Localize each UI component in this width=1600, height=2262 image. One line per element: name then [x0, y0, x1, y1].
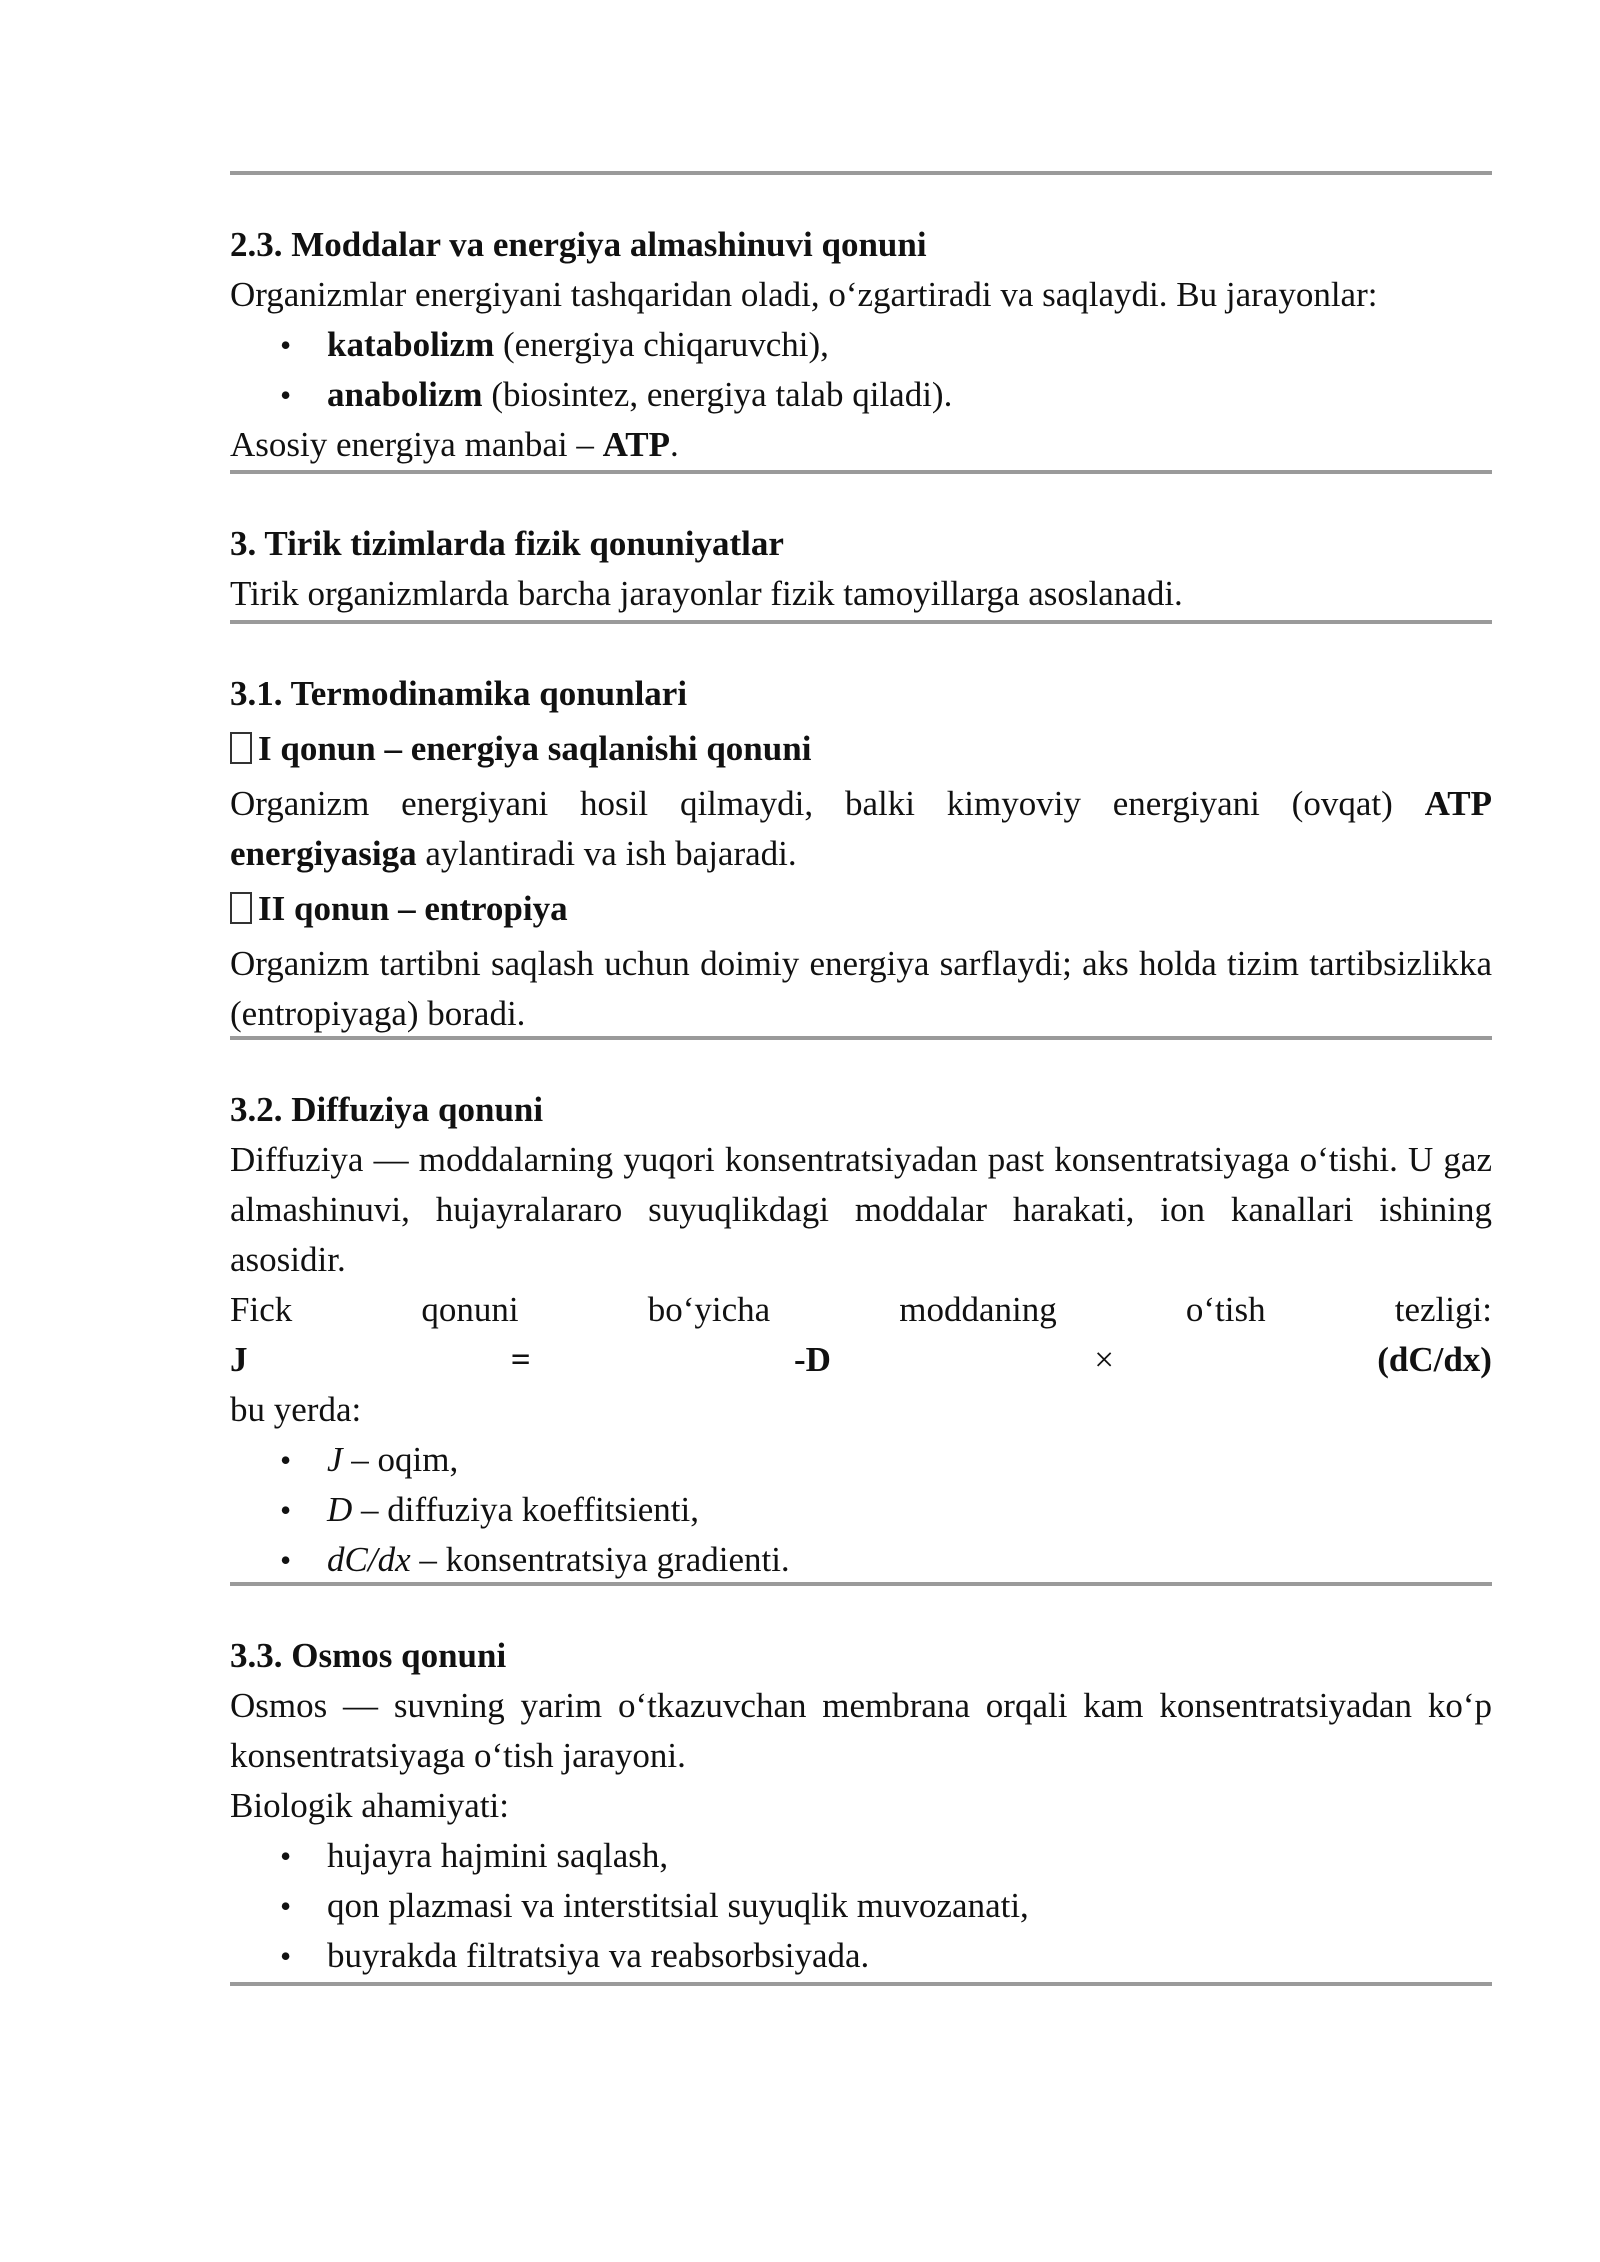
- term: anabolizm: [327, 375, 483, 414]
- bullet-list: [230, 1435, 1492, 1585]
- bullet-icon: •: [280, 1442, 292, 1478]
- symbol-desc: – konsentratsiya gradienti.: [410, 1540, 790, 1579]
- list-item: [230, 370, 1492, 420]
- formula-line: [230, 1335, 1492, 1385]
- fick-line: [230, 1285, 1492, 1335]
- horizontal-rule: [230, 171, 1492, 175]
- list-item: [230, 1881, 1492, 1931]
- symbol: dC/dx: [327, 1540, 411, 1579]
- list-item-text: buyrakda filtratsiya va reabsorbsiyada.: [327, 1936, 870, 1975]
- list-item-text: hujayra hajmini saqlash,: [327, 1836, 669, 1875]
- missing-glyph-icon: [230, 732, 252, 764]
- bullet-list: [230, 320, 1492, 420]
- bullet-icon: •: [280, 1542, 292, 1578]
- text-run: aylantiradi va ish bajaradi.: [416, 834, 797, 873]
- horizontal-rule: [230, 470, 1492, 474]
- subheading: [230, 724, 1492, 774]
- word: tezligi:: [1394, 1290, 1492, 1329]
- text-run: Organizm energiyani hosil qilmaydi, balki kimyoviy energiyani (ovqat): [230, 784, 1425, 823]
- paragraph: Organizm tartibni saqlash uchun doimiy energiya sarflaydi; aks holda tizim tartibsizlikka (entropiyaga) boradi.: [230, 944, 1492, 1033]
- paragraph: bu yerda:: [230, 1390, 362, 1429]
- symbol-desc: – oqim,: [342, 1440, 459, 1479]
- list-item: [230, 1485, 1492, 1535]
- section-heading: 3. Tirik tizimlarda fizik qonuniyatlar: [230, 524, 784, 563]
- list-item: [230, 320, 1492, 370]
- bullet-icon: •: [280, 1838, 292, 1874]
- section-3-3: [230, 1631, 1492, 1981]
- bullet-icon: •: [280, 1492, 292, 1528]
- text-run: .: [670, 425, 679, 464]
- word: moddaning: [899, 1290, 1057, 1329]
- symbol: D: [327, 1490, 353, 1529]
- section-heading: 3.1. Termodinamika qonunlari: [230, 674, 688, 713]
- bullet-icon: •: [280, 327, 292, 363]
- section-heading: 3.2. Diffuziya qonuni: [230, 1090, 544, 1129]
- paragraph: [230, 779, 1492, 879]
- paragraph: [230, 420, 1492, 470]
- bold-term: ATP energiyasiga: [230, 784, 1492, 873]
- section-3-1: [230, 669, 1492, 1039]
- missing-glyph-icon: [230, 892, 252, 924]
- term: katabolizm: [327, 325, 495, 364]
- formula-symbol: J: [230, 1340, 248, 1379]
- section-3: [230, 519, 1492, 619]
- section-heading: 3.3. Osmos qonuni: [230, 1636, 507, 1675]
- term-desc: (energiya chiqaruvchi),: [494, 325, 829, 364]
- section-heading: 2.3. Moddalar va energiya almashinuvi qonuni: [230, 225, 927, 264]
- horizontal-rule: [230, 1982, 1492, 1986]
- bullet-icon: •: [280, 377, 292, 413]
- section-3-2: [230, 1085, 1492, 1585]
- list-item: [230, 1435, 1492, 1485]
- word: o‘tish: [1185, 1290, 1266, 1329]
- text-run: Asosiy energiya manbai –: [230, 425, 603, 464]
- subheading-text: II qonun – entropiya: [258, 889, 568, 928]
- bullet-list: [230, 1831, 1492, 1981]
- list-item-text: qon plazmasi va interstitsial suyuqlik muvozanati,: [327, 1886, 1029, 1925]
- horizontal-rule: [230, 620, 1492, 624]
- subheading: [230, 884, 1492, 934]
- paragraph: Osmos — suvning yarim o‘tkazuvchan membrana orqali kam konsentratsiyadan ko‘p konsentratsiyaga o‘tish jarayoni.: [230, 1686, 1492, 1775]
- word: bo‘yicha: [647, 1290, 771, 1329]
- formula-symbol: =: [510, 1340, 531, 1379]
- bold-term: ATP: [602, 425, 671, 464]
- section-2-3: [230, 220, 1492, 470]
- paragraph: Organizmlar energiyani tashqaridan oladi, o‘zgartiradi va saqlaydi. Bu jarayonlar:: [230, 275, 1378, 314]
- formula-symbol: ×: [1094, 1340, 1114, 1379]
- list-item: [230, 1931, 1492, 1981]
- list-item: [230, 1831, 1492, 1881]
- term-desc: (biosintez, energiya talab qiladi).: [482, 375, 953, 414]
- word: Fick: [230, 1290, 293, 1329]
- paragraph: Biologik ahamiyati:: [230, 1786, 509, 1825]
- symbol-desc: – diffuziya koeffitsienti,: [352, 1490, 699, 1529]
- subheading-text: I qonun – energiya saqlanishi qonuni: [258, 729, 812, 768]
- bullet-icon: •: [280, 1938, 292, 1974]
- paragraph: Diffuziya — moddalarning yuqori konsentratsiyadan past konsentratsiyaga o‘tishi. U gaz almashinuvi, hujayralararo suyuqlikdagi moddalar harakati, ion kanallari ishining asosidir.: [230, 1140, 1492, 1279]
- bullet-icon: •: [280, 1888, 292, 1924]
- formula-symbol: (dC/dx): [1377, 1340, 1492, 1379]
- word: qonuni: [421, 1290, 519, 1329]
- paragraph: Tirik organizmlarda barcha jarayonlar fizik tamoyillarga asoslanadi.: [230, 574, 1183, 613]
- symbol: J: [327, 1440, 343, 1479]
- list-item: [230, 1535, 1492, 1585]
- formula-symbol: -D: [793, 1340, 831, 1379]
